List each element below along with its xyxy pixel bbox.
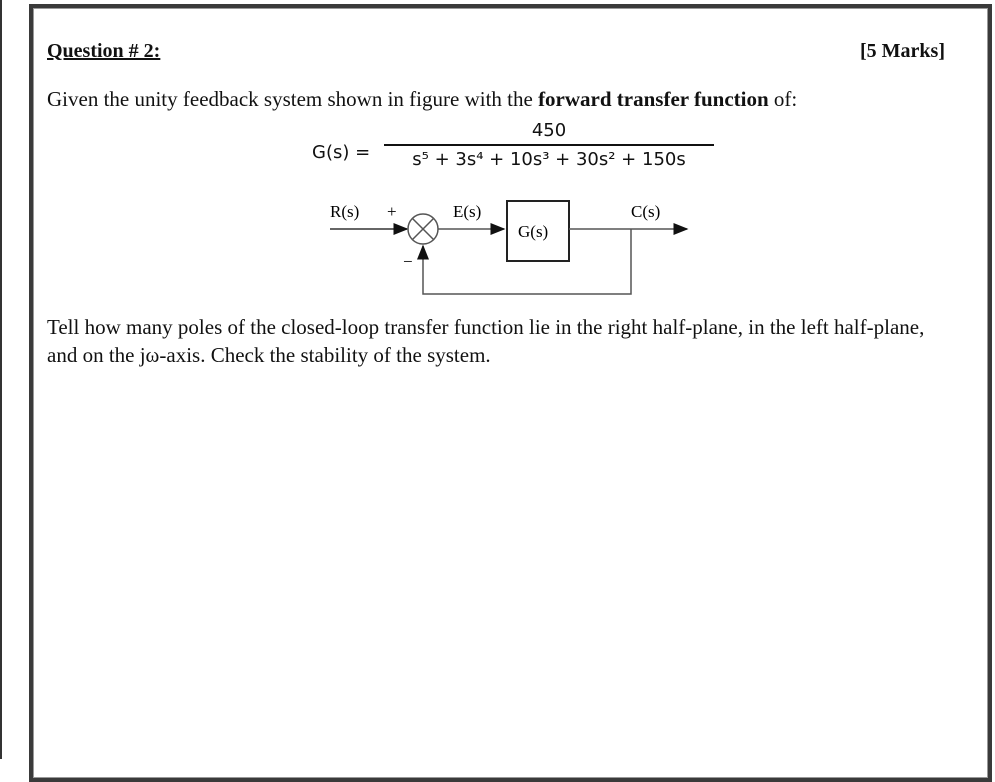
fraction-bar — [384, 144, 714, 146]
equation-denominator: s⁵ + 3s⁴ + 10s³ + 30s² + 150s — [412, 149, 686, 170]
intro-suffix: of: — [768, 87, 798, 111]
equation-fraction — [384, 120, 714, 170]
block-diagram — [325, 195, 705, 305]
intro-plain: Given the unity feedback system shown in figure with the — [47, 87, 539, 111]
output-label: C(s) — [631, 202, 661, 221]
input-label: R(s) — [330, 202, 360, 221]
question-text: Tell how many poles of the closed-loop transfer function lie in the right half-plane, in the left half-plane, and on the jω-axis. Check the stability of the system. — [47, 315, 925, 367]
plus-sign: + — [387, 202, 397, 221]
block-label: G(s) — [518, 222, 549, 241]
intro-bold: forward transfer function — [538, 87, 769, 111]
minus-sign: − — [403, 252, 413, 271]
marks-label: [5 Marks] — [860, 40, 945, 62]
page-edge — [0, 0, 2, 759]
equation-numerator: 450 — [531, 120, 567, 141]
intro-text — [47, 87, 797, 112]
question-title: Question # 2: — [47, 40, 161, 62]
error-label: E(s) — [453, 202, 482, 221]
equation-lhs: G(s) = — [312, 142, 371, 163]
